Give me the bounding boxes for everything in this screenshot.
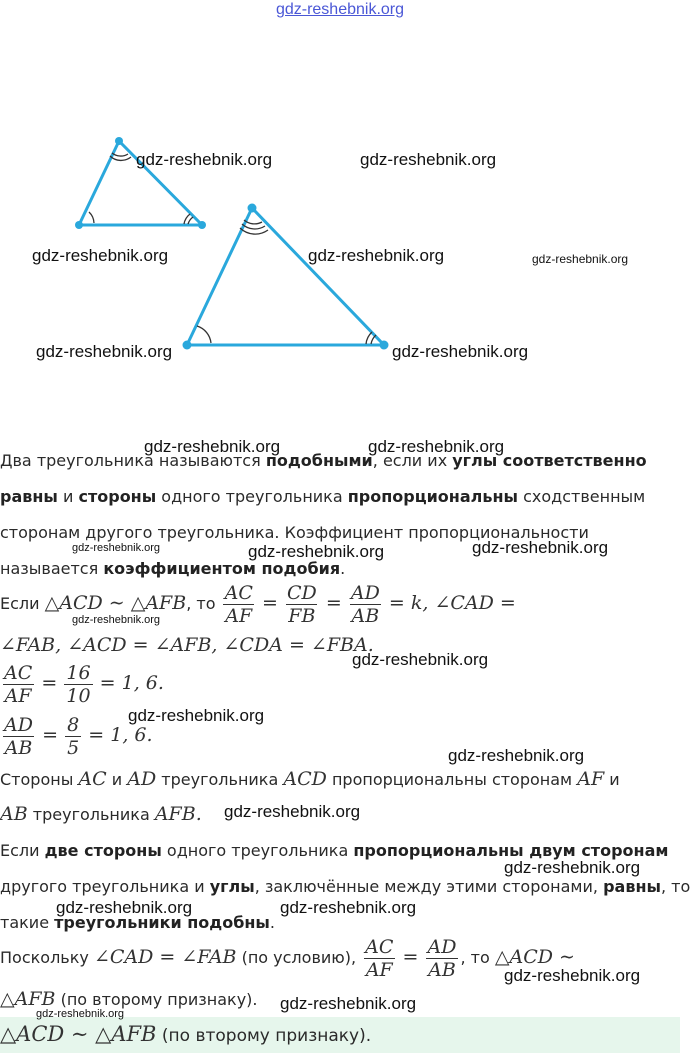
sign-line-2: другого треугольника и углы, заключённые между этими сторонами, равны, то bbox=[0, 877, 690, 896]
site-link[interactable]: gdz-reshebnik.org bbox=[275, 1, 405, 18]
watermark: gdz-reshebnik.org bbox=[360, 150, 497, 169]
answer-box bbox=[0, 1017, 680, 1053]
since-line-1: Поскольку ∠CAD = ∠FAB (по условию), $\frac{AC}{AF}$ = $\frac{AD}{AB}$ , то △ACD ∼ bbox=[0, 936, 575, 981]
watermark: gdz-reshebnik.org bbox=[36, 342, 173, 361]
watermark: gdz-reshebnik.org bbox=[72, 542, 161, 554]
watermark: gdz-reshebnik.org bbox=[448, 746, 585, 765]
calc-ad-ab: $\frac{AD}{AB}$ = $\frac{8}{5}$ = 1, 6. bbox=[4, 714, 153, 759]
large-triangle-vertices bbox=[183, 204, 389, 350]
watermark: gdz-reshebnik.org bbox=[308, 246, 445, 265]
since-line-2: △AFB (по второму признаку). bbox=[0, 988, 258, 1010]
watermark: gdz-reshebnik.org bbox=[504, 966, 641, 985]
answer-text: △ACD ∼ △AFB (по второму признаку). bbox=[0, 1022, 372, 1046]
fraction-cd-fb: $\frac{CD}{FB}$ bbox=[286, 582, 317, 627]
watermark: gdz-reshebnik.org bbox=[280, 994, 417, 1013]
watermark: gdz-reshebnik.org bbox=[352, 650, 489, 669]
definition-line-3: сторонам другого треугольника. Коэффициент пропорциональности bbox=[0, 523, 589, 542]
watermark: gdz-reshebnik.org bbox=[32, 246, 169, 265]
similarity-line-1: Если △ACD ∼ △AFB, то $\frac{AC}{AF}$ = $\frac{CD}{FB}$ = $\frac{AD}{AB}$ = k, ∠CAD = bbox=[0, 582, 516, 627]
calc-ac-af: $\frac{AC}{AF}$ = $\frac{16}{10}$ = 1, 6. bbox=[4, 662, 164, 707]
similarity-line-2: ∠FAB, ∠ACD = ∠AFB, ∠CDA = ∠FBA. bbox=[0, 634, 374, 656]
watermark: gdz-reshebnik.org bbox=[136, 150, 273, 169]
watermark: gdz-reshebnik.org bbox=[280, 898, 417, 917]
watermark: gdz-reshebnik.org bbox=[532, 252, 629, 266]
definition-line-4: называется коэффициентом подобия. bbox=[0, 559, 346, 578]
watermark: gdz-reshebnik.org bbox=[248, 542, 385, 561]
watermark: gdz-reshebnik.org bbox=[504, 858, 641, 877]
triangles-figure bbox=[0, 130, 680, 360]
watermark: gdz-reshebnik.org bbox=[368, 437, 505, 456]
fraction-ad-ab: $\frac{AD}{AB}$ bbox=[350, 582, 380, 627]
watermark: gdz-reshebnik.org bbox=[224, 802, 361, 821]
watermark: gdz-reshebnik.org bbox=[72, 614, 161, 626]
large-triangle-sides bbox=[187, 208, 384, 345]
definition-line-2: равны и стороны одного треугольника пропорциональны сходственным bbox=[0, 487, 646, 506]
sides-line-2: AB треугольника AFB. bbox=[0, 803, 202, 825]
large-triangle-angles bbox=[197, 220, 376, 344]
watermark: gdz-reshebnik.org bbox=[472, 538, 609, 557]
watermark: gdz-reshebnik.org bbox=[56, 898, 193, 917]
definition-line-1: Два треугольника называются подобными, если их углы соответственно bbox=[0, 451, 647, 470]
fraction-ac-af: $\frac{AC}{AF}$ bbox=[224, 582, 253, 627]
sign-line-3: такие треугольники подобны. bbox=[0, 913, 275, 932]
watermark: gdz-reshebnik.org bbox=[36, 1008, 125, 1020]
large-triangle bbox=[187, 208, 384, 345]
watermark: gdz-reshebnik.org bbox=[392, 342, 529, 361]
watermark: gdz-reshebnik.org bbox=[128, 706, 265, 725]
watermark: gdz-reshebnik.org bbox=[144, 437, 281, 456]
sign-line-1: Если две стороны одного треугольника пропорциональны двум сторонам bbox=[0, 841, 669, 860]
sides-line-1: Стороны AC и AD треугольника ACD пропорциональны сторонам AF и bbox=[0, 768, 620, 790]
